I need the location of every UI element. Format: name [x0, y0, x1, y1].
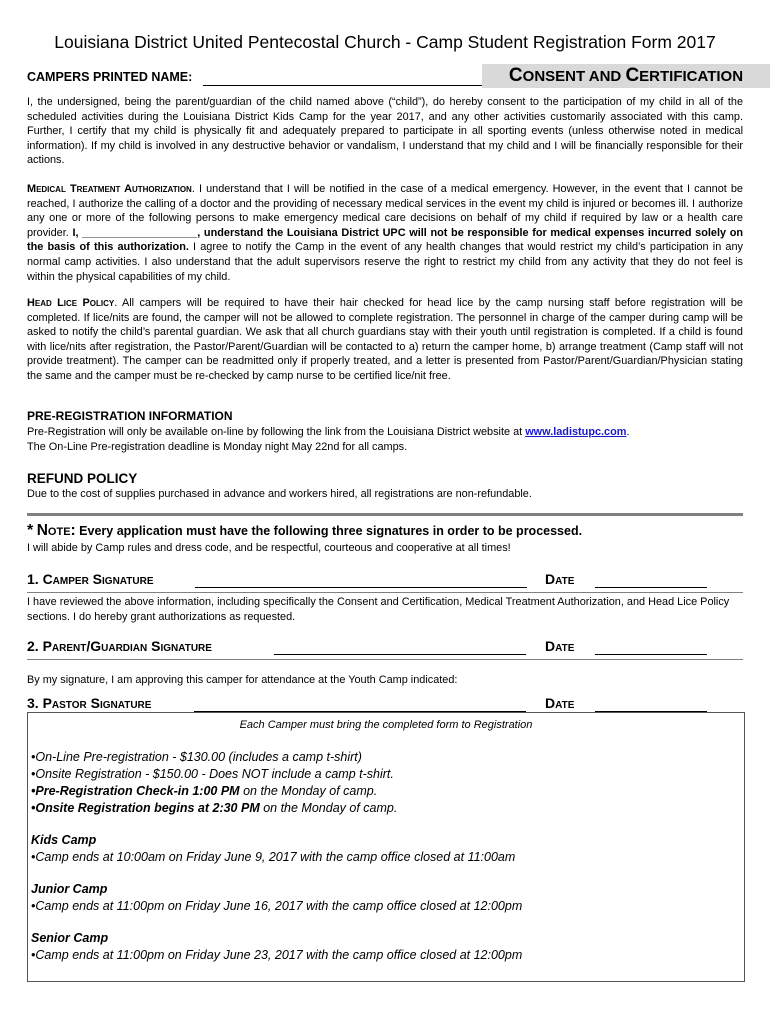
head-lice-heading: Head Lice Policy — [27, 297, 115, 309]
camper-date-label: Date — [545, 571, 575, 587]
consent-text: I, the undersigned, being the parent/guardian of the child named above (“child”), do hereby consent to the participation of my child in all of the scheduled activities during the Louisiana District Kids Camp for the year 2017, and any other activities customarily associated with this camp. Further, I certify that my child is physically fit and adequately prepared to participate in all sporting events (unless otherwise noted in medical information). If my child is involved in any destructive behavior or vandalism, I understand that my child and I will be financially responsible for their actions. — [27, 96, 743, 167]
divider — [27, 659, 743, 660]
parent-signature-label: 2. Parent/Guardian Signature — [27, 638, 212, 654]
junior-camp-schedule: •Camp ends at 11:00pm on Friday June 16, 2017 with the camp office closed at 12:00pm — [31, 899, 523, 913]
camper-name-field[interactable] — [203, 85, 483, 86]
parent-date-field[interactable] — [595, 654, 707, 655]
camper-name-label: CAMPERS PRINTED NAME: — [27, 70, 193, 84]
senior-camp-heading: Senior Camp — [31, 931, 109, 945]
preregistration-heading: PRE-REGISTRATION INFORMATION — [27, 409, 233, 423]
info-box-header: Each Camper must bring the completed form to Registration — [239, 719, 533, 731]
registration-info-box — [27, 712, 745, 982]
camper-date-field[interactable] — [595, 587, 707, 588]
fee-onsite: •Onsite Registration - $150.00 - Does NOT include a camp t-shirt. — [31, 767, 394, 781]
checkin-time: •Pre-Registration Check-in 1:00 PM on the Monday of camp. — [31, 784, 378, 798]
senior-camp-schedule: •Camp ends at 11:00pm on Friday June 23, 2017 with the camp office closed at 12:00pm — [31, 948, 523, 962]
parent-signature-row — [27, 638, 743, 658]
district-website-link[interactable]: www.ladistupc.com — [525, 426, 627, 438]
head-lice-section: Head Lice Policy. All campers will be required to have their hair checked for head lice by the camp nursing staff before registration will be completed. If lice/nits are found, the camper will not be allowed to complete registration. The personnel in charge of the camper during camp will be asked to notify the child’s parental guardian. We ask that all church guardians stay with their youth until registration is completed. If a child is found with lice/nits after registration, the Pastor/Parent/Guardian will be contacted to a) return the camper home, b) arrange treatment (Camp staff will not provide treatment). The camper can be readmitted only if properly treated, and a letter is presented from Pastor/Parent/Guardian/Physician stating the same and the camper must be re-checked by camp nurse to be certified lice/nit free. — [27, 297, 743, 382]
camper-signature-text: I have reviewed the above information, including specifically the Consent and Certification, Medical Treatment Authorization, and Head Lice Policy sections. I do hereby grant authorizations as requested. — [27, 596, 730, 623]
section-divider — [27, 513, 743, 516]
medical-authorization-section: Medical Treatment Authorization. I understand that I will be notified in the case of a medical emergency. However, in the event that I cannot be reached, I authorize the calling of a doctor and the providing of necessary medical services in the event my child is injured or becomes ill. I authorize any one or more of the following persons to make emergency medical care decisions on behalf of my child if required by law or a health care provider. I, ___________________, understand the Louisiana District UPC will not be responsible for medical expenses incurred solely on the basis of this authorization. I agree to notify the Camp in the event of any health changes that would restrict my child’s participation in any normal camp activities. I also understand that the adult supervisors reserve the right to restrict my child from any activity that they do not feel is within the physical capabilities of my child. — [27, 183, 743, 283]
medical-heading: Medical Treatment Authorization — [27, 183, 192, 195]
parent-signature-text: By my signature, I am approving this camper for attendance at the Youth Camp indicated: — [27, 674, 458, 686]
camper-signature-field[interactable] — [195, 587, 527, 588]
kids-camp-schedule: •Camp ends at 10:00am on Friday June 9, 2017 with the camp office closed at 11:00am — [31, 850, 516, 864]
consent-heading: CONSENT AND CERTIFICATION — [482, 64, 770, 88]
divider — [27, 592, 743, 593]
refund-heading: REFUND POLICY — [27, 471, 138, 486]
onsite-registration-time: •Onsite Registration begins at 2:30 PM on the Monday of camp. — [31, 801, 398, 815]
pastor-signature-label: 3. Pastor Signature — [27, 695, 152, 711]
note: * Note: Every application must have the following three signatures in order to be processed. — [27, 522, 583, 539]
fee-online: •On-Line Pre-registration - $130.00 (includes a camp t-shirt) — [31, 750, 362, 764]
form-title: Louisiana District United Pentecostal Church - Camp Student Registration Form 2017 — [54, 32, 716, 52]
refund-text: Due to the cost of supplies purchased in advance and workers hired, all registrations are non-refundable. — [27, 488, 532, 500]
pastor-date-label: Date — [545, 695, 575, 711]
junior-camp-heading: Junior Camp — [31, 882, 108, 896]
camper-name-row — [27, 64, 745, 90]
preregistration-text: Pre-Registration will only be available on-line by following the link from the Louisiana District website at www.ladistupc.com. The On-Line Pre-registration deadline is Monday night May 22nd for all camps. — [27, 426, 630, 453]
parent-date-label: Date — [545, 638, 575, 654]
camper-signature-label: 1. Camper Signature — [27, 571, 154, 587]
note-subtext: I will abide by Camp rules and dress code, and be respectful, courteous and cooperative at all times! — [27, 542, 511, 554]
kids-camp-heading: Kids Camp — [31, 833, 97, 847]
parent-signature-field[interactable] — [274, 654, 526, 655]
camper-signature-row — [27, 571, 743, 591]
